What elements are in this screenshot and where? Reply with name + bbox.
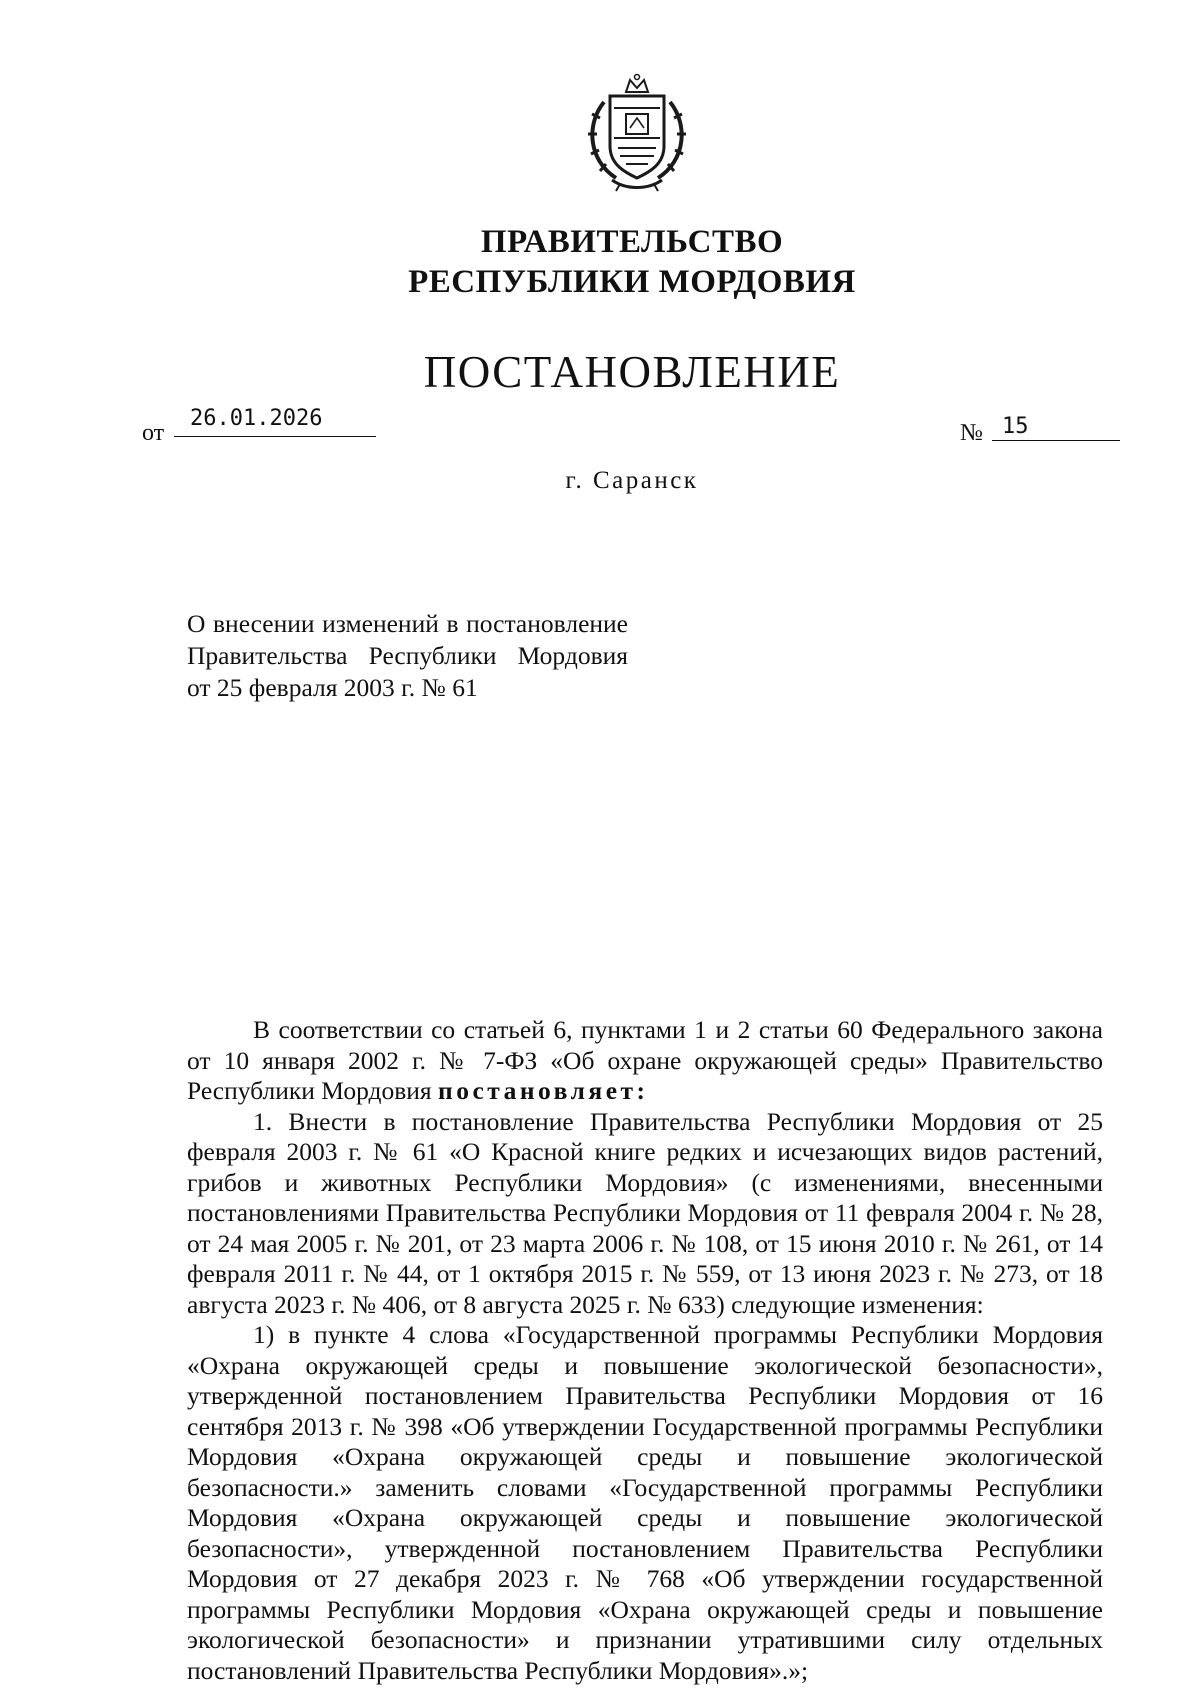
decree-word: постановляет: <box>438 1076 649 1105</box>
document-number: 15 <box>1002 414 1029 439</box>
subitem-1-paragraph: 1) в пункте 4 слова «Государственной программы Республики Мордовия «Охрана окружающей среды и повышение экологической безопасности», утвержденной постановлением Правительства Республики Мордовия от 16 сентября 2013 г. № 398 «Об утверждении Государственной программы Республики Мордовия «Охрана окружающей среды и повышение экологической безопасности.» заменить словами «Государственной программы Республики Мордовия «Охрана окружающей среды и повышение экологической безопасности», утвержденной постановлением Правительства Республики Мордовия от 27 декабря 2023 г. № 768 «Об утверждении государственной программы Республики Мордовия «Охрана окружающей среды и повышение экологической безопасности» и признании утратившими силу отдельных постановлений Правительства Республики Мордовия».»; <box>187 1320 1103 1685</box>
city-name: г. Саранск <box>565 467 699 494</box>
date-underline <box>174 436 376 437</box>
government-title-line1: ПРАВИТЕЛЬСТВО <box>480 224 784 260</box>
item-1-paragraph: 1. Внести в постановление Правительства Республики Мордовия от 25 февраля 2003 г. № 61 «О Красной книге редких и исчезающих видов растений, грибов и животных Республики Мордовия» (с изменениями, внесенными постановлениями Правительства Республики Мордовия от 11 февраля 2004 г. № 28, от 24 мая 2005 г. № 201, от 23 марта 2006 г. № 108, от 15 июня 2010 г. № 261, от 14 февраля 2011 г. № 44, от 1 октября 2015 г. № 559, от 13 июня 2023 г. № 273, от 18 августа 2023 г. № 406, от 8 августа 2025 г. № 633) следующие изменения: <box>187 1106 1103 1319</box>
document-subject: О внесении изменений в постановление Правительства Республики Мордовия от 25 февраля 2003 г. № 61 <box>187 609 628 702</box>
document-body <box>187 1015 1103 1686</box>
document-date: 26.01.2026 <box>190 406 323 431</box>
government-title-line2: РЕСПУБЛИКИ МОРДОВИЯ <box>408 264 856 300</box>
document-type: ПОСТАНОВЛЕНИЕ <box>423 347 841 397</box>
preamble-text: В соответствии со статьей 6, пунктами 1 и 2 статьи 60 Федерального закона от 10 января 2002 г. № 7-ФЗ «Об охране окружающей среды» Правительство Республики Мордовия <box>187 1015 1103 1105</box>
number-underline <box>992 440 1120 441</box>
number-label: № <box>960 420 983 446</box>
preamble-paragraph <box>187 1015 1103 1107</box>
date-label: от <box>142 420 165 446</box>
mordovia-coat-of-arms-icon <box>582 72 692 194</box>
